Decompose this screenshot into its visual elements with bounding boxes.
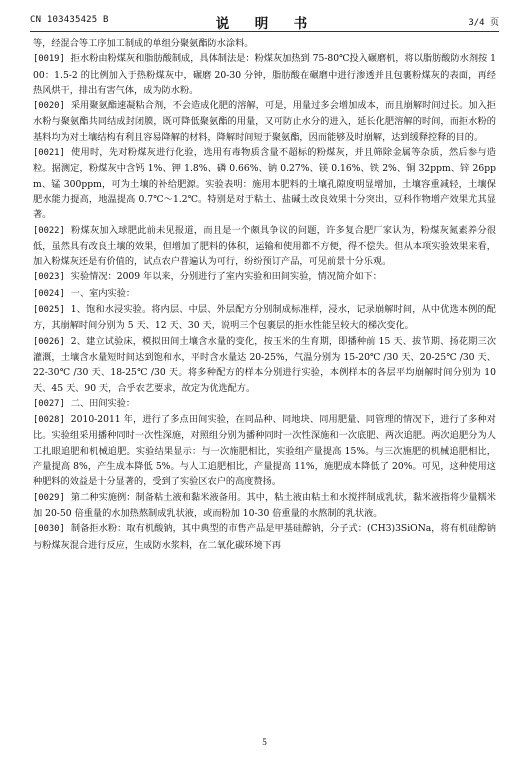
paragraph-0026 [33, 334, 496, 396]
paragraph-number: [0028] [33, 415, 65, 426]
paragraph-number: [0029] [33, 492, 65, 503]
paragraph-text: 等，经混合等工序加工制成的单组分聚氨酯防水涂料。 [33, 38, 254, 49]
paragraph-number: [0024] [33, 288, 65, 299]
paragraph-text: 1、饱和水浸实验。将内层、中层、外层配方分别制成标准样，浸水，记录崩解时间，从中优选本例的配方，其崩解时间分别为 5 天、12 天、30 天，说明三个包裹层的拒水性能呈较大的梯次变化。 [33, 304, 496, 332]
page-number: 5 [262, 737, 267, 747]
paragraph-text: 二、田间实验： [70, 397, 136, 409]
paragraph-number: [0023] [33, 272, 65, 283]
paragraph-number: [0027] [33, 398, 65, 409]
paragraph-text: 2010-2011 年，进行了多点田间实验，在同品种、同地块、同用肥量、同管理的情况下，进行了多种对比。实验组采用播种同时一次性深施，对照组分别为播种同时一次性深施和一次底肥、两次追肥。两次追肥分为人工扎眼追肥和机械追肥。实验结果显示：与一次施肥相比，实验组产量提高 15%。与三次施肥的机械追肥相比，产量提高 8%，产生成本降低 5%。与人工追肥相比，产量提高 11%，施肥成本降低了 20%。可见，这种使用这种肥料的效益是十分显著的，受到了实验区农户的高度赞扬。 [33, 414, 496, 488]
paragraph-text: 2、建立试验床，模拟田间土壤含水量的变化，按玉米的生育期，即播种前 15 天、拔节期、扬花期三次灌溉，土壤含水量短时间达到饱和水，平时含水量达 20-25%，气温分别为 15-20℃ /30 天、20-25℃ /30 天、22-30℃ /30 天、18-25℃ /30 天。将多种配方的样本分别进行实验，本例样本的各层平均崩解时间分别为 10 天、45 天、90 天，合乎农艺要求，故定为优选配方。 [33, 335, 497, 394]
paragraph-text: 拒水粉由粉煤灰和脂肪酸制成，具体制法是：粉煤灰加热到 75-80℃投入碾磨机，将以脂肪酸防水剂按 100：1.5-2 的比例加入于热粉煤灰中，碾磨 20-30 分钟，脂肪酸在碾磨中进行渗透并且包裹粉煤灰的表面，再经热风烘干，排出有害气体，成为防水粉。 [33, 53, 496, 96]
paragraph-0027 [33, 396, 496, 412]
paragraph-0029 [33, 490, 496, 522]
paragraph-0022 [33, 223, 496, 270]
paragraph-text: 使用时，先对粉煤灰进行化验，选用有毒物质含量不超标的粉煤灰，并且筛除金属等杂质，然后参与造粒。据测定，粉煤灰中含钙 1%、钾 1.8%、磷 0.66%、钠 0.27%、镁 0.16%、铁 2%、铜 32ppm、锌 26ppm、锰 300ppm，可为土壤的补给肥源。实验表明：施用本肥料的土壤孔隙度明显增加，土壤容重减轻，土壤保肥水能力提高，地温提高 0.7℃～1.2℃。特别是对于粘土、盐碱土改良效果十分突出，豆科作物增产效果尤其显著。 [33, 147, 496, 221]
paragraph-text: 第二种实施例：制备粘土液和黏米液备用。其中，粘土液由粘土和水搅拌制成乳状，黏米液指将少量糯米加 20-50 倍重量的水加热熬制成乳状液，或而粉加 10-30 倍重量的水熬制的乳状液。 [33, 491, 496, 519]
document-body [33, 36, 496, 553]
paragraph-0020 [33, 98, 496, 145]
paragraph-text: 制备拒水粉：取有机酸钠，其中典型的市售产品是甲基硅醇钠，分子式：(CH3)3SiONa，将有机硅醇钠与粉煤灰混合进行反应，生成防水浆料，在二氧化碳环境下再 [33, 523, 496, 551]
paragraph-number: [0020] [33, 101, 65, 112]
paragraph-continuation [33, 36, 496, 51]
publication-number: CN 103435425 B [30, 15, 109, 25]
paragraph-0028 [33, 412, 496, 489]
paragraph-number: [0026] [33, 336, 65, 347]
paragraph-text: 粉煤灰加入球肥此前未见报道，而且是一个颇具争议的问题，许多复合肥厂家认为，粉煤灰氮素养分很低，虽然具有改良土壤的效果，但增加了肥料的体积，运输和使用都不方便，得不偿失。但从本项实验效果来看，加入粉煤灰还是有价值的，试点农户普遍认为可行，纷纷预订产品，可见前景十分乐观。 [33, 224, 496, 268]
paragraph-number: [0025] [33, 305, 65, 316]
header-rule [30, 31, 499, 32]
paragraph-text: 采用聚氨酯速凝粘合剂，不会造成化肥的溶解，可是，用量过多会增加成本，而且崩解时间过长。加入拒水粉与聚氨酯共同结成封闭膜，既可降低聚氨酯的用量，又可防止水分的进入，延长化肥溶解的时间，而拒水粉的基料均为对土壤结构有利且容易降解的材料，降解时间短于聚氨酯，因而能够及时崩解，达到缓释控释的目的。 [33, 100, 496, 143]
paragraph-number: [0022] [33, 225, 65, 236]
paragraph-number: [0030] [33, 524, 65, 535]
paragraph-0021 [33, 145, 496, 222]
paragraph-0030 [33, 521, 496, 553]
page-reference: 3/4 页 [468, 18, 499, 28]
paragraph-0024 [33, 286, 496, 302]
paragraph-number: [0021] [33, 148, 65, 159]
paragraph-text: 一、室内实验： [70, 287, 136, 299]
document-title: 说 明 书 [215, 16, 314, 32]
paragraph-0025 [33, 302, 496, 334]
page-header [30, 12, 499, 32]
paragraph-number: [0019] [33, 54, 65, 65]
paragraph-0023 [33, 269, 496, 285]
paragraph-0019 [33, 51, 496, 98]
paragraph-text: 实验情况：2009 年以来，分别进行了室内实验和田间实验，情况简介如下： [70, 271, 382, 283]
